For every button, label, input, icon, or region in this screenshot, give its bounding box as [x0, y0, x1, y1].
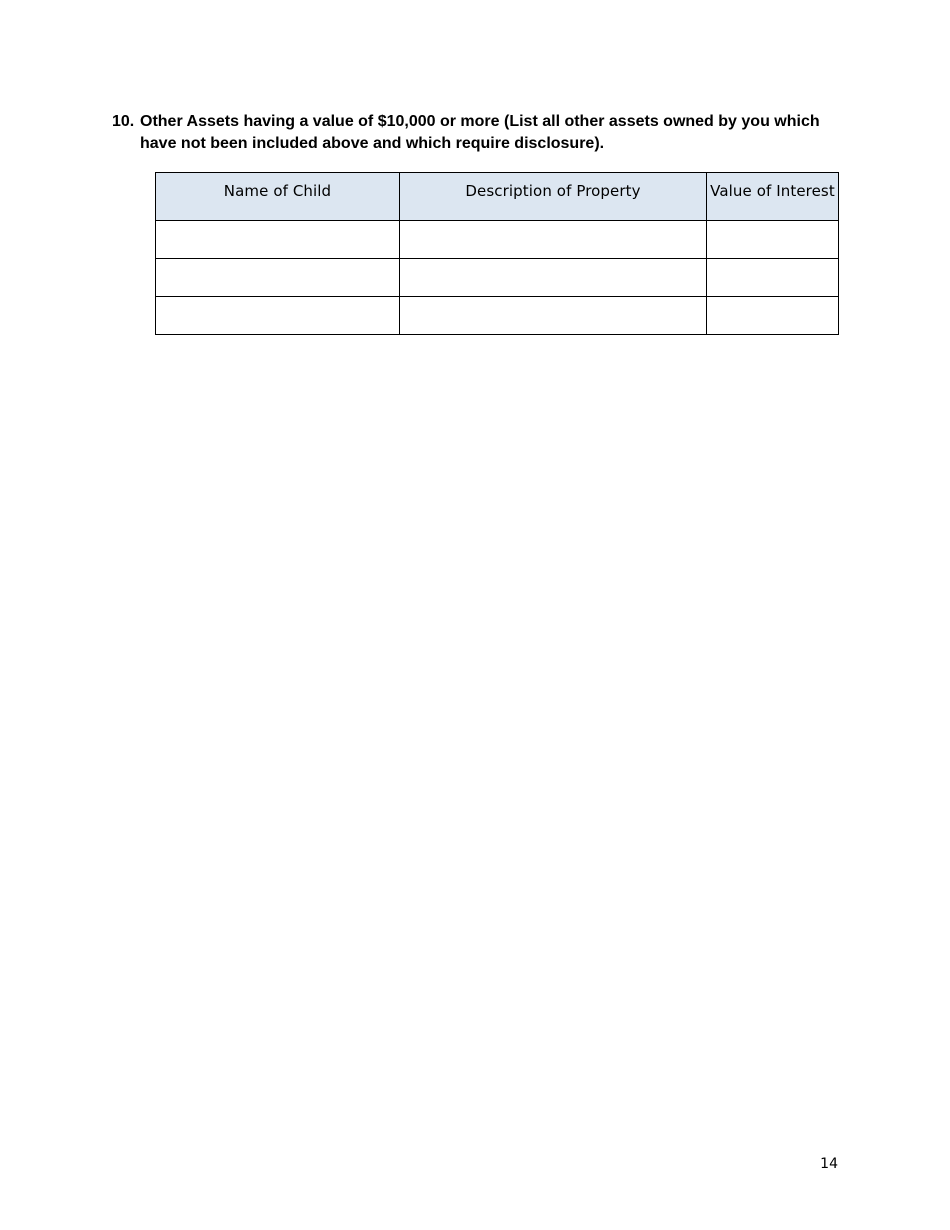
other-assets-table	[155, 172, 839, 335]
section-number: 10.	[112, 113, 135, 130]
section-heading-text: Other Assets having a value of $10,000 or more (List all other assets owned by you which have not been included above and which require disclosure).	[140, 113, 820, 152]
section-heading	[112, 111, 832, 155]
table-cell-description-of-property[interactable]	[400, 221, 707, 259]
table-cell-value-of-interest[interactable]	[707, 221, 839, 259]
table-cell-name-of-child[interactable]	[156, 259, 400, 297]
table-cell-value-of-interest[interactable]	[707, 259, 839, 297]
column-header-description-of-property: Description of Property	[400, 173, 707, 221]
table-cell-name-of-child[interactable]	[156, 221, 400, 259]
page-number: 14	[820, 1156, 838, 1172]
column-header-value-of-interest: Value of Interest	[707, 173, 839, 221]
table-row	[156, 221, 839, 259]
table-cell-name-of-child[interactable]	[156, 297, 400, 335]
table-header-row	[156, 173, 839, 221]
section-10	[112, 111, 832, 155]
table-cell-description-of-property[interactable]	[400, 297, 707, 335]
table-cell-description-of-property[interactable]	[400, 259, 707, 297]
table-row	[156, 297, 839, 335]
table-cell-value-of-interest[interactable]	[707, 297, 839, 335]
table-row	[156, 259, 839, 297]
column-header-name-of-child: Name of Child	[156, 173, 400, 221]
